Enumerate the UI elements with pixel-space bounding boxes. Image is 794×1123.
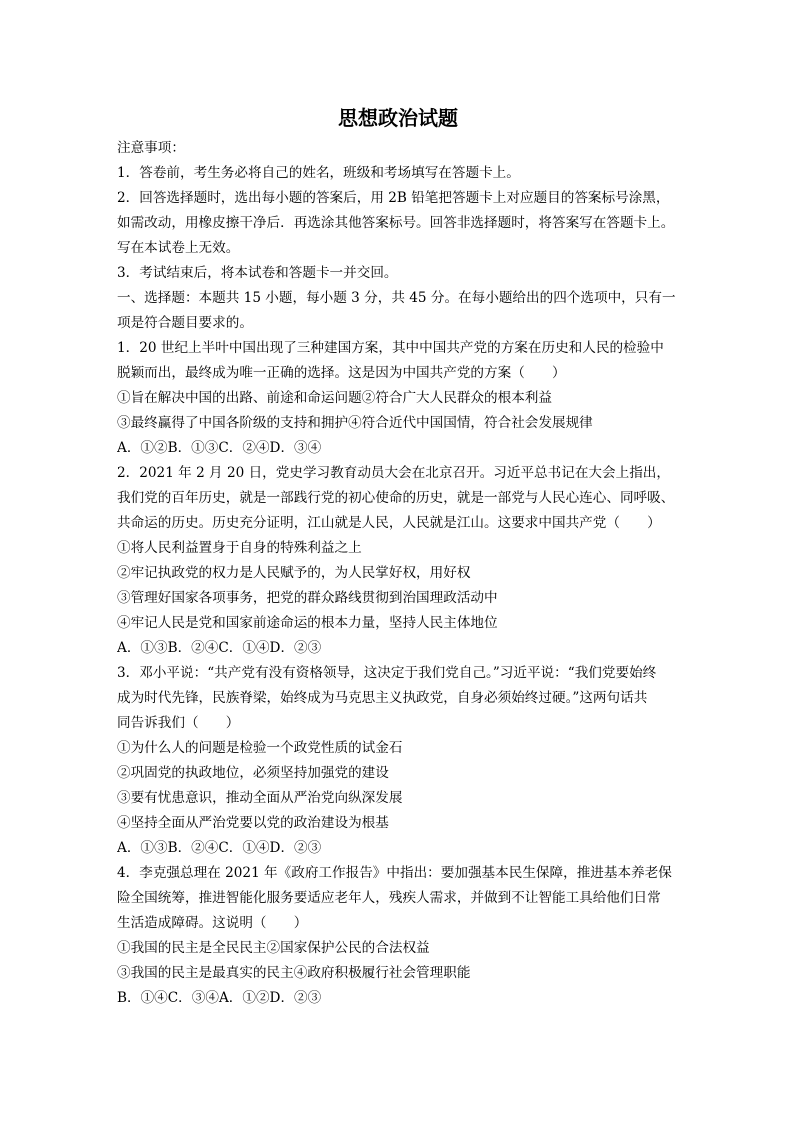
notes-line: 2．回答选择题时，选出每小题的答案后，用 2B 铅笔把答题卡上对应题目的答案标号涂黑， — [117, 190, 670, 206]
notes-line: 3．考试结束后，将本试卷和答题卡一并交回。 — [117, 265, 398, 281]
page-title: 思想政治试题 — [338, 106, 458, 130]
question-item: ③要有忧患意识，推动全面从严治党向纵深发展 — [117, 790, 403, 806]
section-heading-line: 一、选择题：本题共 15 小题，每小题 3 分，共 45 分。在每小题给出的四个选项中，只有一 — [117, 290, 676, 306]
question-item: ①我国的民主是全民民主②国家保护公民的合法权益 — [117, 940, 430, 956]
question-item: ③最终赢得了中国各阶级的支持和拥护④符合近代中国国情，符合社会发展规律 — [117, 415, 593, 431]
question-stem-line: 4．李克强总理在 2021 年《政府工作报告》中指出：要加强基本民生保障，推进基本养老保 — [117, 865, 672, 881]
question-item: ③我国的民主是最真实的民主④政府积极履行社会管理职能 — [117, 965, 471, 981]
question-item: ④牢记人民是党和国家前途命运的根本力量，坚持人民主体地位 — [117, 615, 498, 631]
notes-line: 如需改动，用橡皮擦干净后．再选涂其他答案标号。回答非选择题时，将答案写在答题卡上。 — [117, 215, 675, 231]
question-stem-line: 1．20 世纪上半叶中国出现了三种建国方案，其中中国共产党的方案在历史和人民的检验中 — [117, 340, 664, 356]
section-heading-line: 项是符合题目要求的。 — [117, 315, 253, 331]
notes-line: 写在本试卷上无效。 — [117, 240, 240, 256]
answer-choices: A．①③B．②④C．①④D．②③ — [117, 640, 322, 656]
answer-choices: A．①③B．②④C．①④D．②③ — [117, 840, 322, 856]
question-item: ①将人民利益置身于自身的特殊利益之上 — [117, 540, 362, 556]
question-stem-line: 3．邓小平说：“共产党有没有资格领导，这决定于我们党自己。”习近平说：“我们党要始终 — [117, 665, 657, 681]
notes-header: 注意事项： — [117, 140, 185, 156]
section-heading — [117, 286, 679, 336]
question-stem-line: 险全国统筹，推进智能化服务要适应老年人，残疾人需求，并做到不让智能工具给他们日常 — [117, 890, 661, 906]
question-stem-line: 生活造成障碍。这说明（ ） — [117, 915, 308, 931]
notes-line: 1．答卷前，考生务必将自己的姓名，班级和考场填写在答题卡上。 — [117, 165, 520, 181]
answer-choices: B．①④C．③④A．①②D．②③ — [117, 990, 322, 1006]
question-item: ④坚持全面从严治党要以党的政治建设为根基 — [117, 815, 389, 831]
question-stem-line: 同告诉我们（ ） — [117, 715, 240, 731]
question-stem-line: 共命运的历史。历史充分证明，江山就是人民，人民就是江山。这要求中国共产党（ ） — [117, 515, 661, 531]
question-item: ③管理好国家各项事务，把党的群众路线贯彻到治国理政活动中 — [117, 590, 498, 606]
question-stem-line: 脱颖而出，最终成为唯一正确的选择。这是因为中国共产党的方案（ ） — [117, 365, 566, 381]
question-item: ②牢记执政党的权力是人民赋予的，为人民掌好权，用好权 — [117, 565, 471, 581]
exam-page — [117, 100, 679, 1011]
question-4 — [117, 861, 679, 1011]
question-3 — [117, 661, 679, 861]
question-item: ①为什么人的问题是检验一个政党性质的试金石 — [117, 740, 403, 756]
notes-section — [117, 136, 679, 286]
question-1 — [117, 336, 679, 461]
question-stem-line: 我们党的百年历史，就是一部践行党的初心使命的历史，就是一部党与人民心连心、同呼吸、 — [117, 490, 675, 506]
question-item: ①旨在解决中国的出路、前途和命运问题②符合广大人民群众的根本利益 — [117, 390, 552, 406]
question-item: ②巩固党的执政地位，必须坚持加强党的建设 — [117, 765, 389, 781]
question-2 — [117, 461, 679, 661]
question-stem-line: 成为时代先锋，民族脊梁，始终成为马克思主义执政党，自身必须始终过硬。”这两句话共 — [117, 690, 648, 706]
question-stem-line: 2．2021 年 2 月 20 日，党史学习教育动员大会在北京召开。习近平总书记在大会上指出， — [117, 465, 670, 481]
answer-choices: A．①②B．①③C．②④D．③④ — [117, 440, 322, 456]
